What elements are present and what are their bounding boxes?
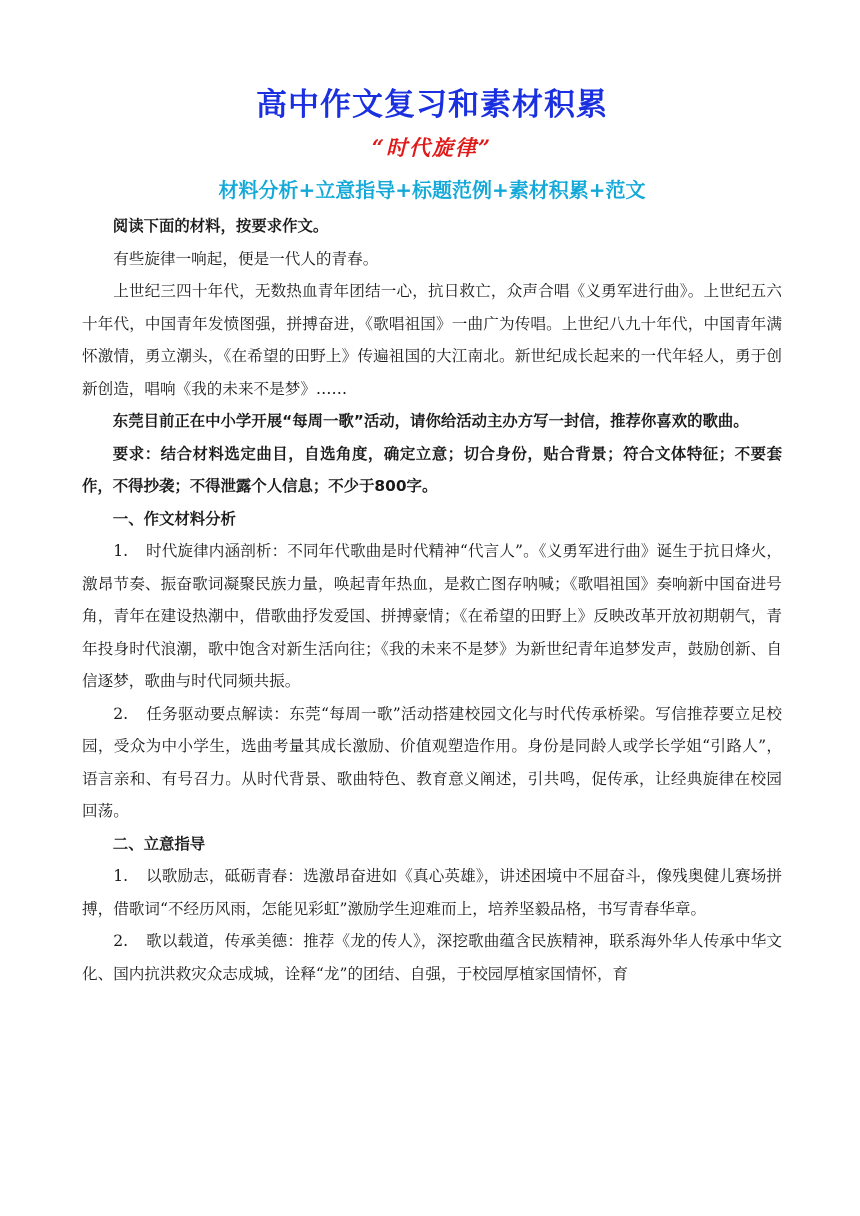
- guidance-item-2: [82, 925, 782, 990]
- item-text: 歌以载道，传承美德：推荐《龙的传人》，深挖歌曲蕴含民族精神，联系海外华人传承中华文化、国内抗洪救灾众志成城，诠释“龙”的团结、自强，于校园厚植家国情怀，育: [82, 932, 782, 983]
- prompt-paragraph-1: 有些旋律一响起，便是一代人的青春。: [113, 249, 379, 268]
- item-number: 2.: [113, 704, 129, 723]
- prompt-task: 东莞目前正在中小学开展“每周一歌”活动，请你给活动主办方写一封信，推荐你喜欢的歌曲。: [112, 412, 749, 430]
- section-heading-guidance: 二、立意指导: [112, 834, 206, 853]
- section-heading-analysis: 一、作文材料分析: [112, 509, 236, 528]
- guidance-item-1: [82, 860, 782, 925]
- document-subtitle: “时代旋律”: [371, 135, 493, 160]
- prompt-requirements: 要求：结合材料选定曲目，自选角度，确定立意；切合身份，贴合背景；符合文体特征；不要套作，不得抄袭；不得泄露个人信息；不少于800字。: [82, 444, 782, 495]
- prompt-instruction: 阅读下面的材料，按要求作文。: [112, 217, 329, 235]
- item-text: 以歌励志，砥砺青春：选激昂奋进如《真心英雄》，讲述困境中不屈奋斗，像残奥健儿赛场拼搏，借歌词“不经历风雨，怎能见彩虹”激励学生迎难而上，培养坚毅品格，书写青春华章。: [82, 867, 782, 918]
- document-page: [82, 80, 782, 990]
- item-text: 时代旋律内涵剖析：不同年代歌曲是时代精神“代言人”。《义勇军进行曲》诞生于抗日烽火，激昂节奏、振奋歌词凝聚民族力量，唤起青年热血，是救亡图存呐喊；《歌唱祖国》奏响新中国奋进号角，青年在建设热潮中，借歌曲抒发爱国、拼搏豪情；《在希望的田野上》反映改革开放初期朝气，青年投身时代浪潮，歌中饱含对新生活向往；《我的未来不是梦》为新世纪青年追梦发声，鼓励创新、自信逐梦，歌曲与时代同频共振。: [82, 542, 782, 690]
- analysis-item-1: [82, 535, 782, 698]
- document-headline: 材料分析+立意指导+标题范例+素材积累+范文: [218, 178, 646, 202]
- item-number: 1.: [113, 867, 129, 885]
- item-text: 任务驱动要点解读：东莞“每周一歌”活动搭建校园文化与时代传承桥梁。写信推荐要立足校园，受众为中小学生，选曲考量其成长激励、价值观塑造作用。身份是同龄人或学长学姐“引路人”，语言亲和、有号召力。从时代背景、歌曲特色、教育意义阐述，引共鸣，促传承，让经典旋律在校园回荡。: [82, 704, 782, 820]
- analysis-item-2: [82, 698, 782, 828]
- prompt-paragraph-2: 上世纪三四十年代，无数热血青年团结一心，抗日救亡，众声合唱《义勇军进行曲》。上世纪五六十年代，中国青年发愤图强，拼搏奋进，《歌唱祖国》一曲广为传唱。上世纪八九十年代，中国青年满怀激情，勇立潮头，《在希望的田野上》传遍祖国的大江南北。新世纪成长起来的一代年轻人，勇于创新创造，唱响《我的未来不是梦》……: [82, 282, 782, 398]
- item-number: 1.: [113, 542, 129, 560]
- item-number: 2.: [113, 932, 129, 950]
- document-title: 高中作文复习和素材积累: [256, 87, 608, 123]
